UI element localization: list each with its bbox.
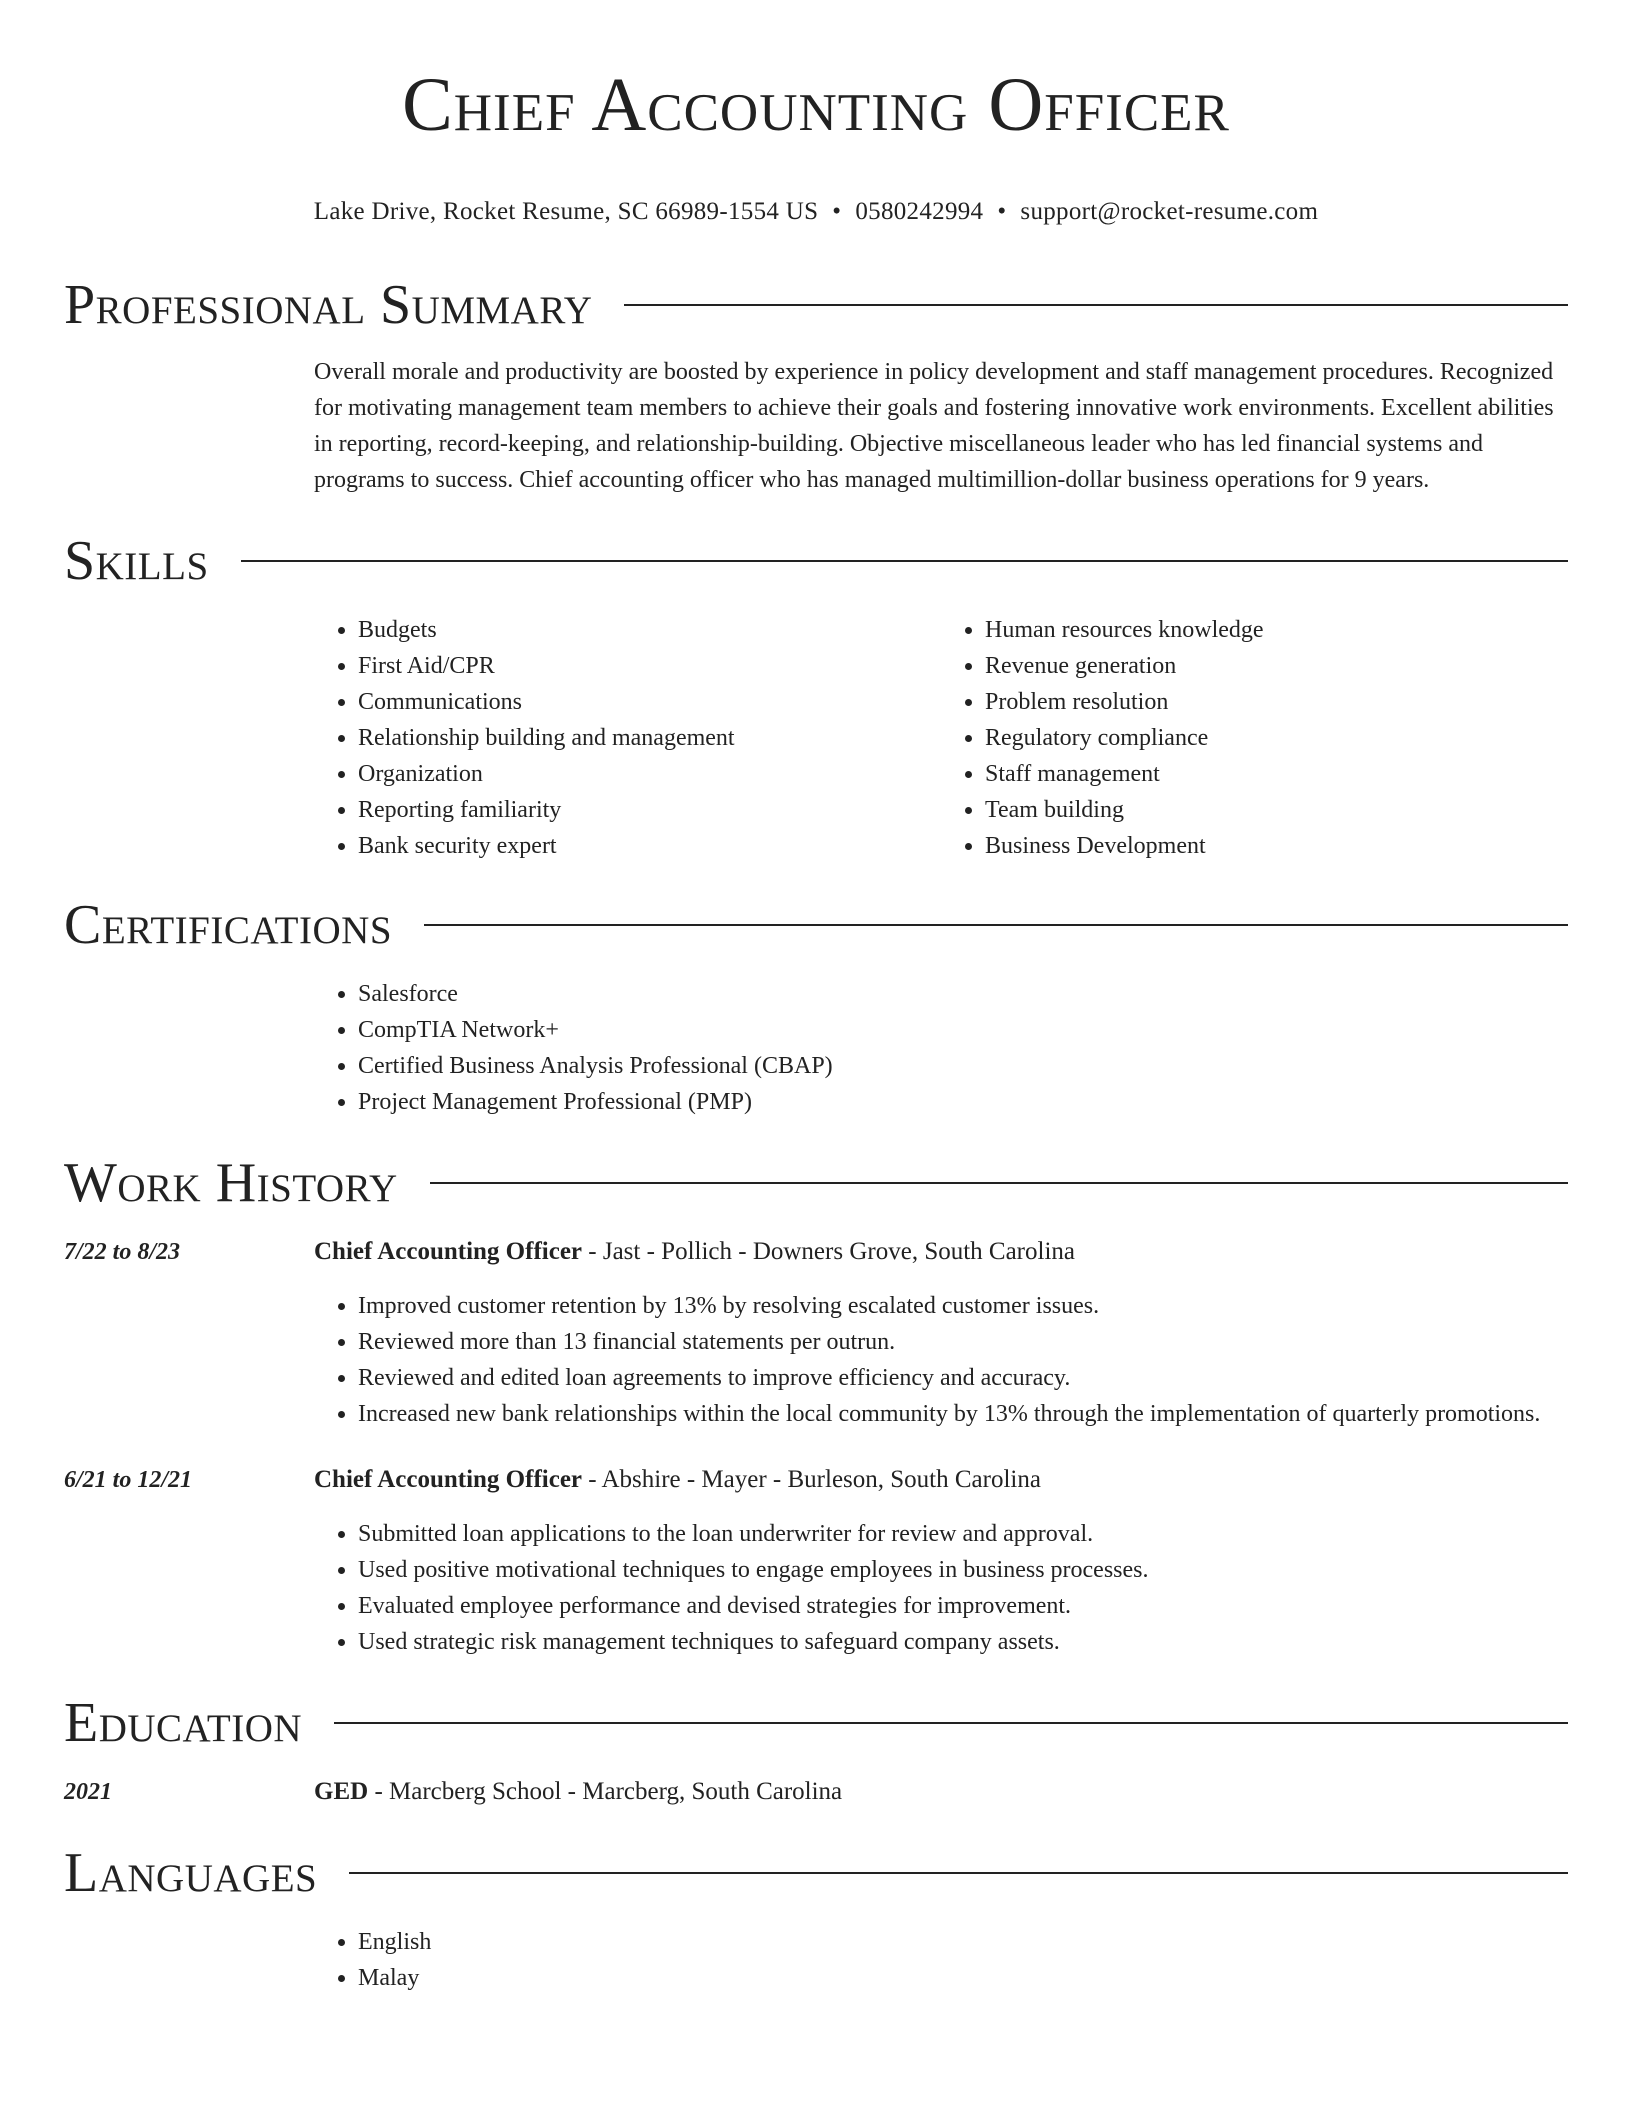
education-degree: GED bbox=[314, 1778, 369, 1805]
job-bullets bbox=[314, 1288, 1568, 1432]
job-title-line bbox=[314, 1234, 1568, 1270]
contact-address: Lake Drive, Rocket Resume, SC 66989-1554 US bbox=[313, 198, 819, 225]
job-bullet: • Reviewed more than 13 financial statements per outrun. bbox=[358, 1324, 1568, 1360]
section-divider bbox=[334, 1722, 1568, 1724]
skill-item: • Organization bbox=[358, 756, 941, 792]
certifications-section-title: Certifications bbox=[64, 894, 393, 956]
job-bullet: • Submitted loan applications to the loan underwriter for review and approval. bbox=[358, 1516, 1568, 1552]
language-item: • Malay bbox=[358, 1960, 1568, 1996]
skill-item: • Reporting familiarity bbox=[358, 792, 941, 828]
skill-item: • First Aid/CPR bbox=[358, 648, 941, 684]
job-bullet: • Used positive motivational techniques to engage employees in business processes. bbox=[358, 1552, 1568, 1588]
skill-item: • Relationship building and management bbox=[358, 720, 941, 756]
skills-section bbox=[314, 612, 1568, 864]
contact-line bbox=[64, 196, 1568, 228]
education-date: 2021 bbox=[64, 1779, 112, 1805]
education-line bbox=[314, 1774, 1568, 1810]
resume-name: Chief Accounting Officer bbox=[402, 63, 1230, 147]
skills-list-left bbox=[314, 612, 941, 864]
job-bullet: • Increased new bank relationships within the local community by 13% through the implementation of quarterly promotions. bbox=[358, 1396, 1568, 1432]
skill-item: • Team building bbox=[985, 792, 1568, 828]
languages-section-header bbox=[64, 1838, 1568, 1908]
languages-list bbox=[314, 1924, 1568, 1996]
certification-item: • Project Management Professional (PMP) bbox=[358, 1084, 1568, 1120]
certification-item: • CompTIA Network+ bbox=[358, 1012, 1568, 1048]
contact-separator: • bbox=[997, 198, 1007, 225]
skill-item: • Human resources knowledge bbox=[985, 612, 1568, 648]
job-bullets bbox=[314, 1516, 1568, 1660]
work-section-header bbox=[64, 1148, 1568, 1218]
education-section-header bbox=[64, 1688, 1568, 1758]
skills-section-header bbox=[64, 526, 1568, 596]
job-title-line bbox=[314, 1462, 1568, 1498]
job-bullet: • Evaluated employee performance and devised strategies for improvement. bbox=[358, 1588, 1568, 1624]
summary-section-title: Professional Summary bbox=[64, 274, 593, 336]
job-company-location: - Abshire - Mayer - Burleson, South Carolina bbox=[582, 1466, 1041, 1493]
skill-item: • Budgets bbox=[358, 612, 941, 648]
certifications-section-header bbox=[64, 890, 1568, 960]
job-entry bbox=[64, 1462, 1568, 1660]
summary-section-header bbox=[64, 270, 1568, 340]
education-school: - Marcberg School - Marcberg, South Carolina bbox=[368, 1778, 843, 1805]
skill-item: • Regulatory compliance bbox=[985, 720, 1568, 756]
job-title: Chief Accounting Officer bbox=[314, 1466, 583, 1493]
job-title: Chief Accounting Officer bbox=[314, 1238, 583, 1265]
language-item: • English bbox=[358, 1924, 1568, 1960]
job-entry bbox=[64, 1234, 1568, 1432]
summary-text: Overall morale and productivity are boosted by experience in policy development and staff management procedures. Recognized for motivating management team members to achieve their goals and fostering innovative work environments. Excellent abilities in reporting, record-keeping, and relationship-building. Objective miscellaneous leader who has led financial systems and programs to success. Chief accounting officer who has managed multimillion-dollar business operations for 9 years. bbox=[314, 359, 1554, 493]
skill-item: • Business Development bbox=[985, 828, 1568, 864]
certifications-list bbox=[314, 976, 1568, 1120]
section-divider bbox=[424, 924, 1568, 926]
job-date: 7/22 to 8/23 bbox=[64, 1239, 181, 1265]
certification-item: • Salesforce bbox=[358, 976, 1568, 1012]
job-company-location: - Jast - Pollich - Downers Grove, South Carolina bbox=[582, 1238, 1075, 1265]
section-divider bbox=[349, 1872, 1568, 1874]
job-bullet: • Used strategic risk management techniques to safeguard company assets. bbox=[358, 1624, 1568, 1660]
skill-item: • Problem resolution bbox=[985, 684, 1568, 720]
skill-item: • Bank security expert bbox=[358, 828, 941, 864]
job-body bbox=[314, 1234, 1568, 1432]
education-section-title: Education bbox=[64, 1692, 303, 1754]
work-section-title: Work History bbox=[64, 1152, 398, 1214]
section-divider bbox=[430, 1182, 1568, 1184]
contact-email: support@rocket-resume.com bbox=[1020, 198, 1319, 225]
skill-item: • Communications bbox=[358, 684, 941, 720]
certifications-section bbox=[314, 976, 1568, 1120]
skills-section-title: Skills bbox=[64, 530, 209, 592]
education-body bbox=[314, 1774, 1568, 1810]
education-entry bbox=[64, 1774, 1568, 1810]
contact-separator: • bbox=[832, 198, 842, 225]
languages-section bbox=[314, 1924, 1568, 1996]
section-divider bbox=[241, 560, 1568, 562]
contact-phone: 0580242994 bbox=[855, 198, 984, 225]
skills-list-right bbox=[941, 612, 1568, 864]
section-divider bbox=[624, 304, 1568, 306]
job-body bbox=[314, 1462, 1568, 1660]
skill-item: • Revenue generation bbox=[985, 648, 1568, 684]
certification-item: • Certified Business Analysis Professional (CBAP) bbox=[358, 1048, 1568, 1084]
job-date: 6/21 to 12/21 bbox=[64, 1467, 193, 1493]
skill-item: • Staff management bbox=[985, 756, 1568, 792]
job-bullet: • Improved customer retention by 13% by resolving escalated customer issues. bbox=[358, 1288, 1568, 1324]
job-bullet: • Reviewed and edited loan agreements to improve efficiency and accuracy. bbox=[358, 1360, 1568, 1396]
languages-section-title: Languages bbox=[64, 1842, 318, 1904]
summary-section bbox=[314, 354, 1568, 498]
